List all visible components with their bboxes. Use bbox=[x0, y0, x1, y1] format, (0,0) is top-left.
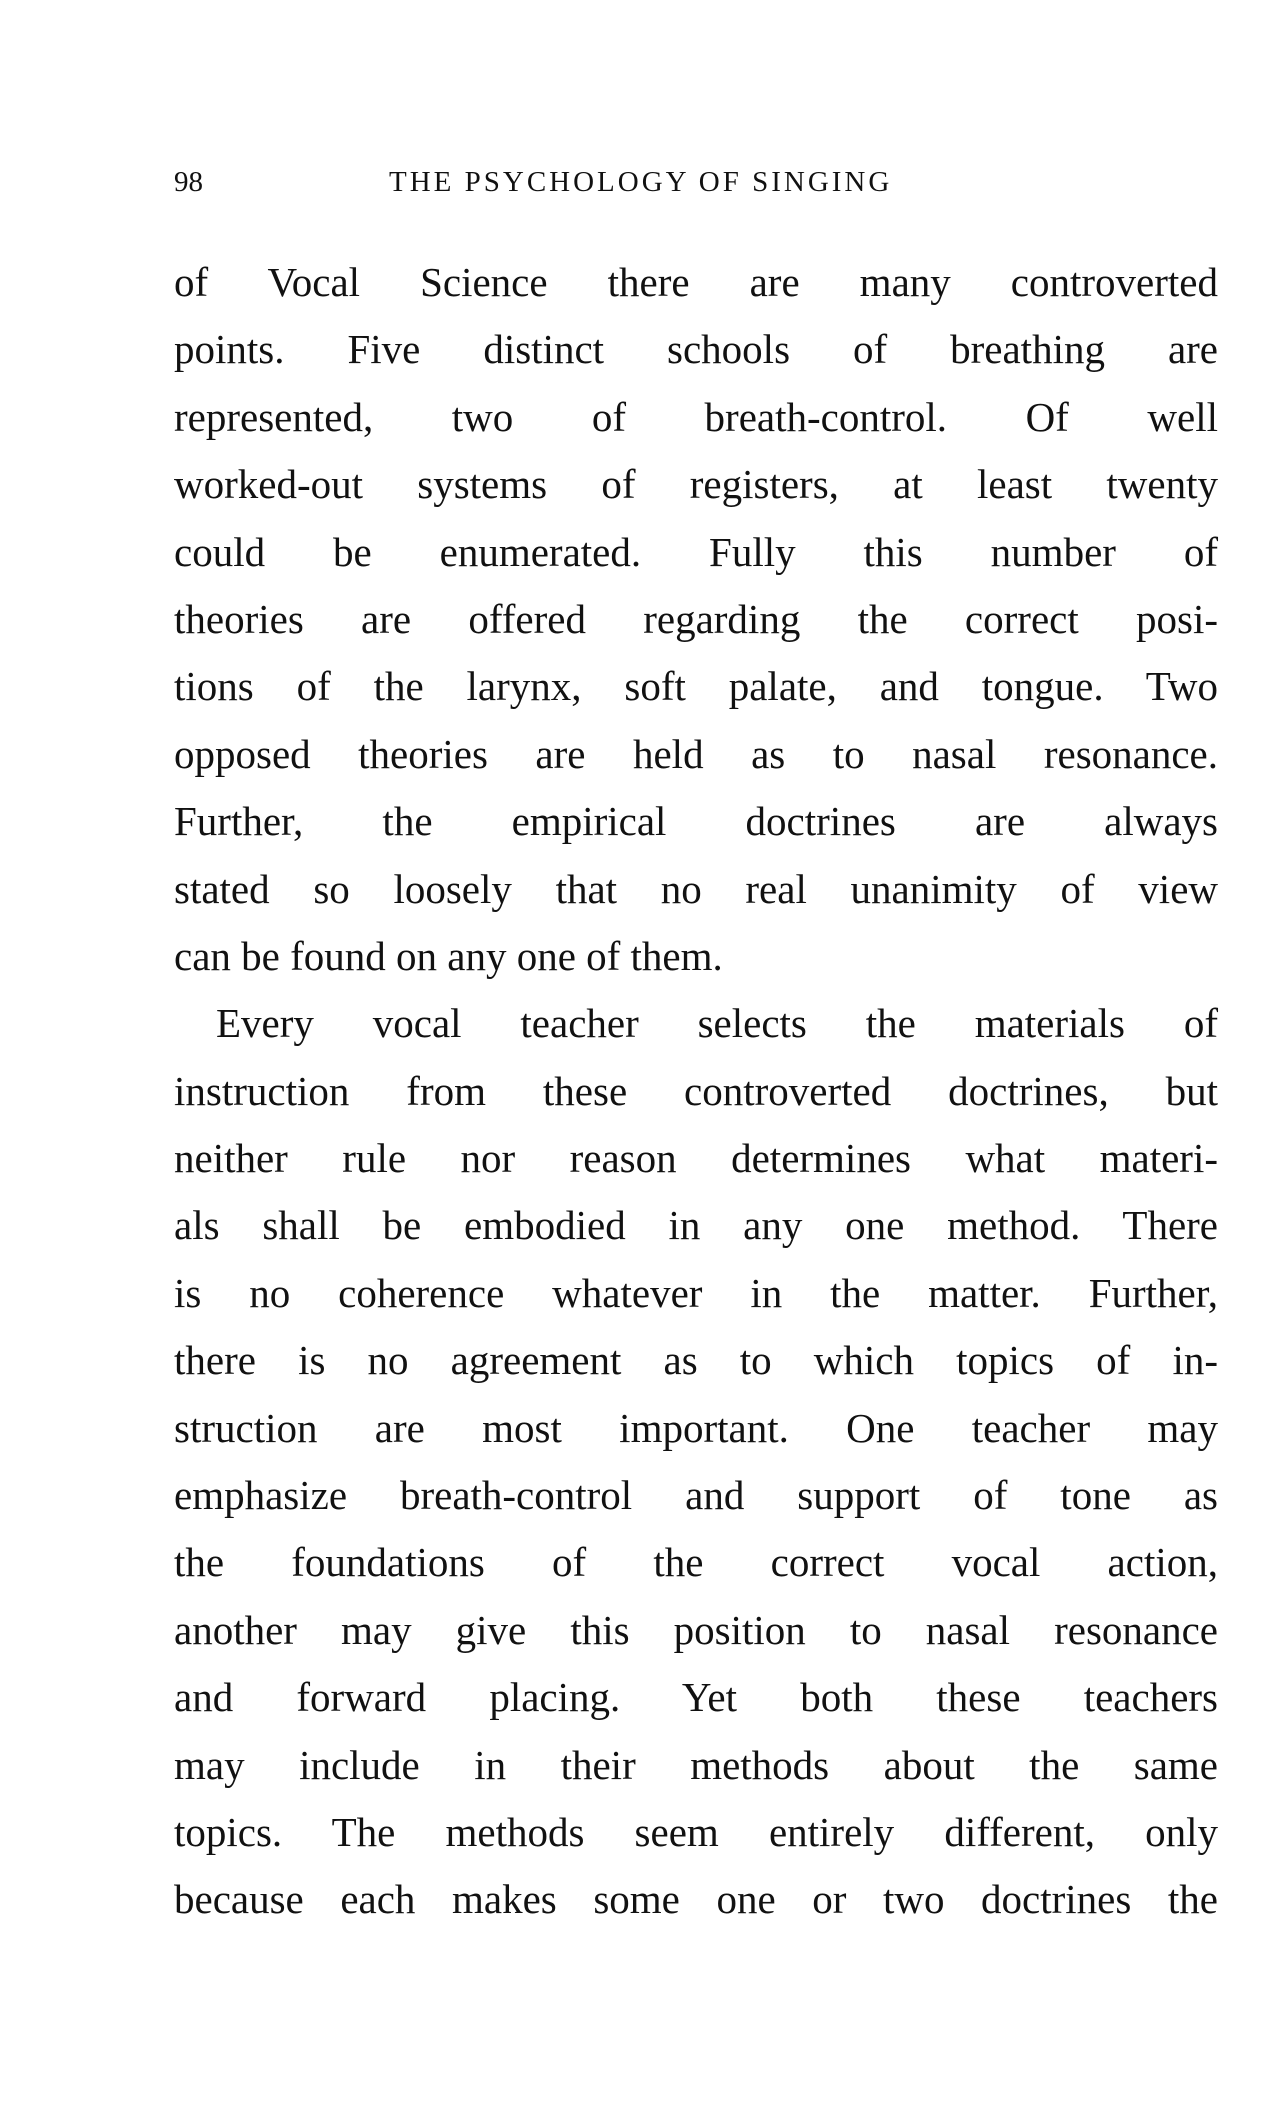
text-line: there is no agreement as to which topics of in- bbox=[174, 1337, 1218, 1384]
paragraph bbox=[174, 996, 1218, 1939]
text-line: instruction from these controverted doctrines, but bbox=[174, 1067, 1218, 1114]
text-line: neither rule nor reason determines what materi- bbox=[174, 1135, 1218, 1182]
text-line: another may give this position to nasal resonance bbox=[174, 1606, 1218, 1653]
text-line: Further, the empirical doctrines are always bbox=[174, 798, 1218, 845]
text-line: struction are most important. One teacher may bbox=[174, 1404, 1218, 1451]
paragraph bbox=[174, 255, 1218, 996]
text-line: theories are offered regarding the correct posi- bbox=[174, 595, 1218, 642]
running-title: THE PSYCHOLOGY OF SINGING bbox=[389, 166, 893, 198]
text-line: represented, two of breath-control. Of well bbox=[174, 393, 1218, 440]
text-line: tions of the larynx, soft palate, and tongue. Two bbox=[174, 663, 1218, 710]
text-line: emphasize breath-control and support of tone as bbox=[174, 1472, 1218, 1519]
text-line: can be found on any one of them. bbox=[174, 932, 723, 979]
text-line: the foundations of the correct vocal action, bbox=[174, 1539, 1218, 1586]
text-line: worked-out systems of registers, at least twenty bbox=[174, 461, 1218, 508]
text-line: points. Five distinct schools of breathing are bbox=[174, 326, 1218, 373]
running-header bbox=[174, 166, 1218, 206]
text-line: may include in their methods about the same bbox=[174, 1741, 1218, 1788]
text-line: and forward placing. Yet both these teachers bbox=[174, 1674, 1218, 1721]
text-line: opposed theories are held as to nasal resonance. bbox=[174, 730, 1218, 777]
text-line: because each makes some one or two doctrines the bbox=[174, 1876, 1218, 1923]
text-line: is no coherence whatever in the matter. Further, bbox=[174, 1269, 1218, 1316]
text-line: Every vocal teacher selects the materials of bbox=[216, 1000, 1218, 1047]
text-line: als shall be embodied in any one method. There bbox=[174, 1202, 1218, 1249]
text-line: topics. The methods seem entirely different, only bbox=[174, 1808, 1218, 1855]
text-line: stated so loosely that no real unanimity of view bbox=[174, 865, 1218, 912]
page-number: 98 bbox=[174, 166, 203, 198]
page-body bbox=[174, 255, 1218, 1940]
text-line: could be enumerated. Fully this number of bbox=[174, 528, 1218, 575]
text-line: of Vocal Science there are many controverted bbox=[174, 259, 1218, 305]
